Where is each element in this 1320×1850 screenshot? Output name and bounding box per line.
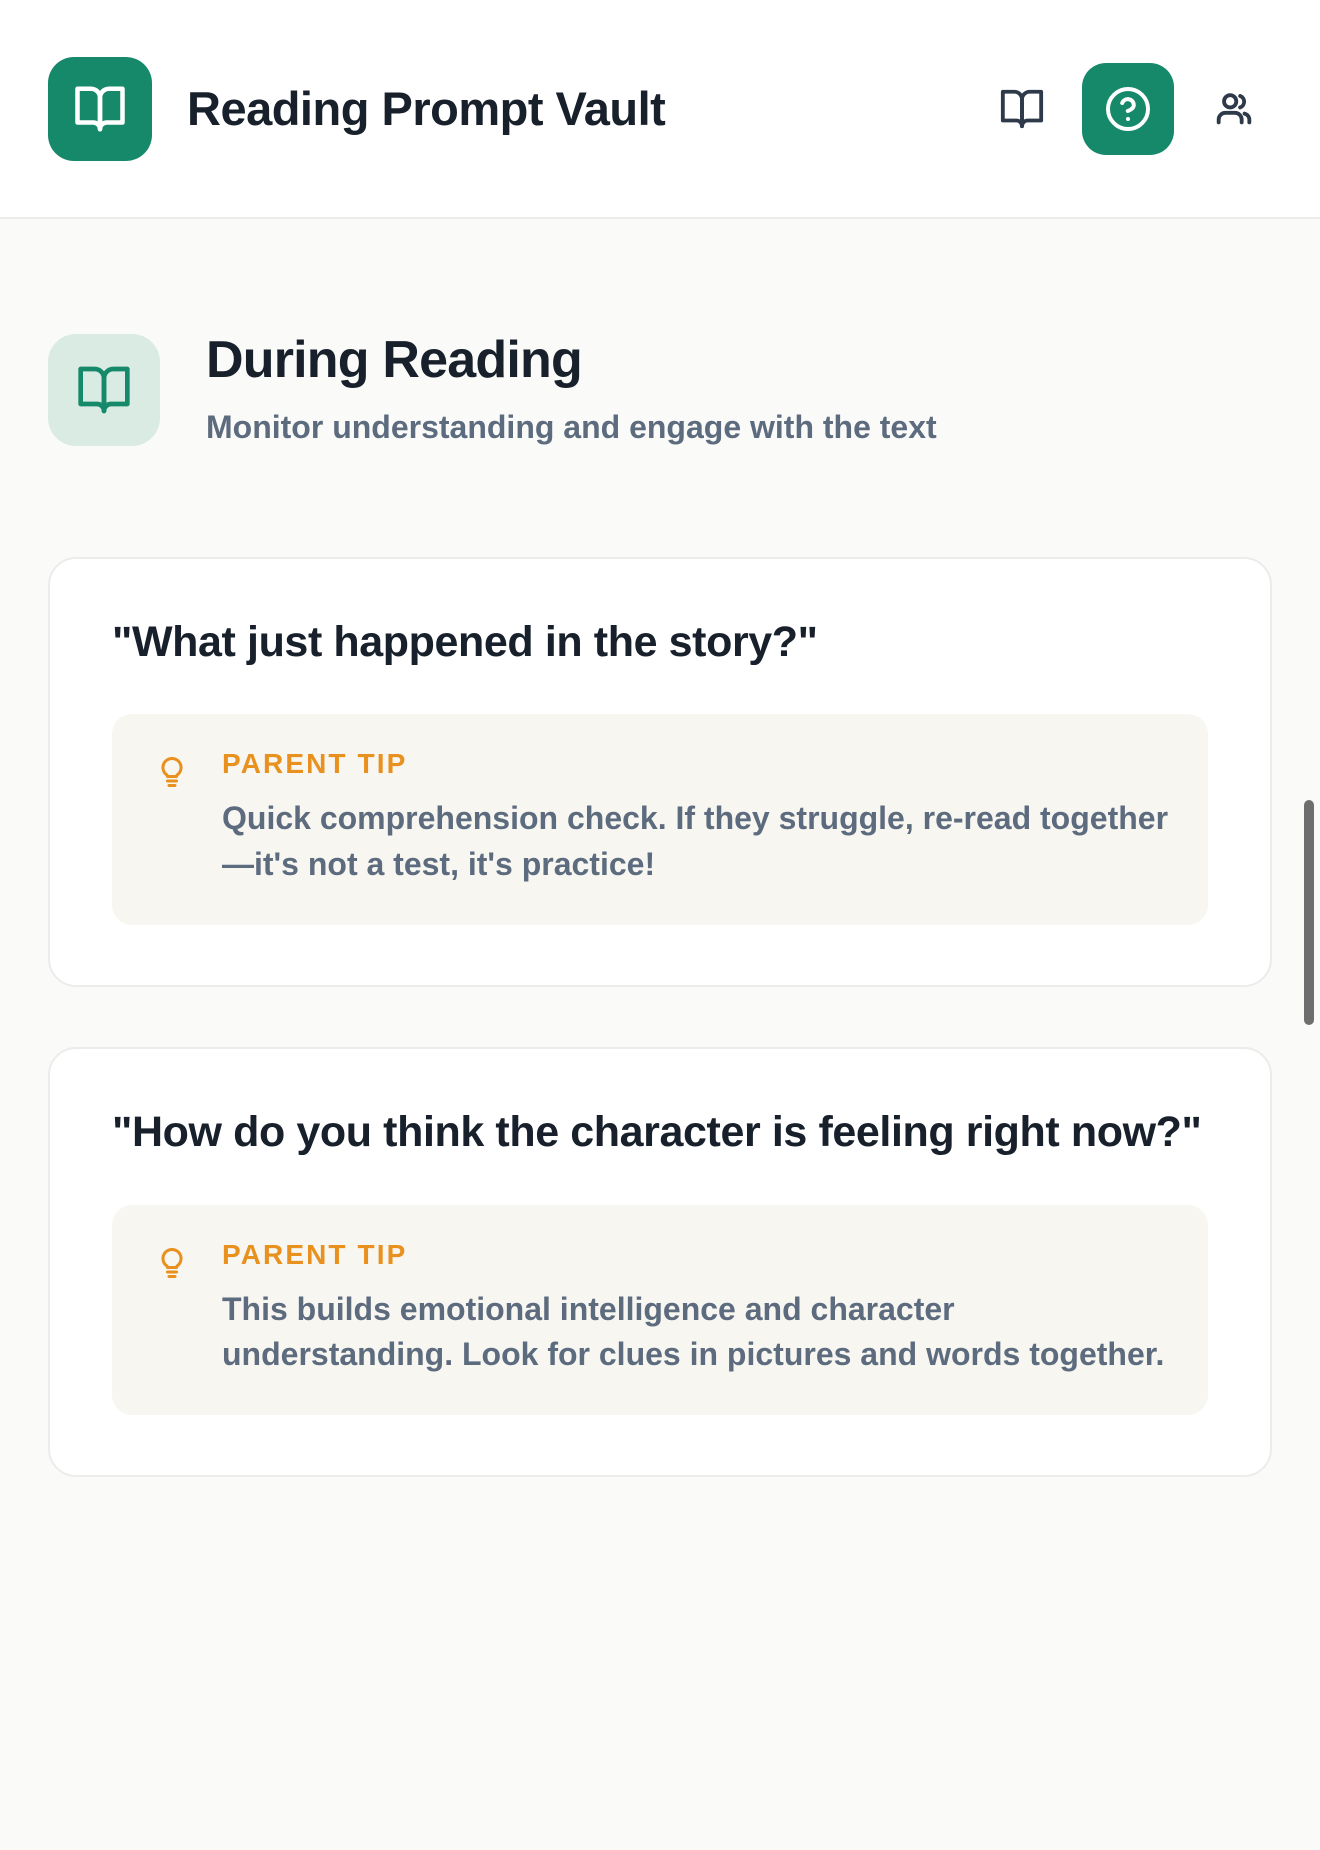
- people-icon: [1211, 86, 1257, 132]
- section-subtitle: Monitor understanding and engage with the text: [206, 409, 937, 446]
- lightbulb-icon: [150, 754, 194, 790]
- parent-tip-label: PARENT TIP: [222, 748, 408, 780]
- section-header: [48, 330, 1272, 447]
- prompt-card[interactable]: [48, 1047, 1272, 1477]
- prompt-question: "How do you think the character is feeling right now?": [112, 1108, 1202, 1157]
- parent-tip: [112, 1205, 1208, 1416]
- parent-tip-body: [222, 1239, 1170, 1378]
- open-book-icon: [73, 82, 127, 136]
- brand-logo: [48, 57, 152, 161]
- section-title: During Reading: [206, 331, 582, 389]
- prompt-list: [48, 557, 1272, 1537]
- section-text: [206, 330, 937, 447]
- section-icon-wrapper: [48, 334, 160, 446]
- page-title: Reading Prompt Vault: [187, 82, 666, 135]
- parent-tip-label: PARENT TIP: [222, 1238, 408, 1270]
- scrollbar-track[interactable]: [1304, 230, 1314, 1840]
- parent-tip-text: Quick comprehension check. If they struggle, re-read together—it's not a test, it's practice!: [222, 800, 1169, 882]
- header-actions: [984, 63, 1272, 155]
- book-icon-button[interactable]: [984, 71, 1060, 147]
- help-circle-icon-button[interactable]: [1082, 63, 1174, 155]
- scrollbar-thumb[interactable]: [1304, 800, 1314, 1025]
- app-header: [0, 0, 1320, 219]
- parent-tip: [112, 714, 1208, 925]
- book-icon: [999, 86, 1045, 132]
- people-icon-button[interactable]: [1196, 71, 1272, 147]
- lightbulb-icon: [150, 1245, 194, 1281]
- open-book-icon: [76, 362, 132, 418]
- parent-tip-text: This builds emotional intelligence and character understanding. Look for clues in pictures and words together.: [222, 1290, 1165, 1372]
- prompt-question: "What just happened in the story?": [112, 618, 818, 666]
- parent-tip-body: [222, 748, 1170, 887]
- prompt-card[interactable]: [48, 557, 1272, 987]
- help-circle-icon: [1104, 85, 1152, 133]
